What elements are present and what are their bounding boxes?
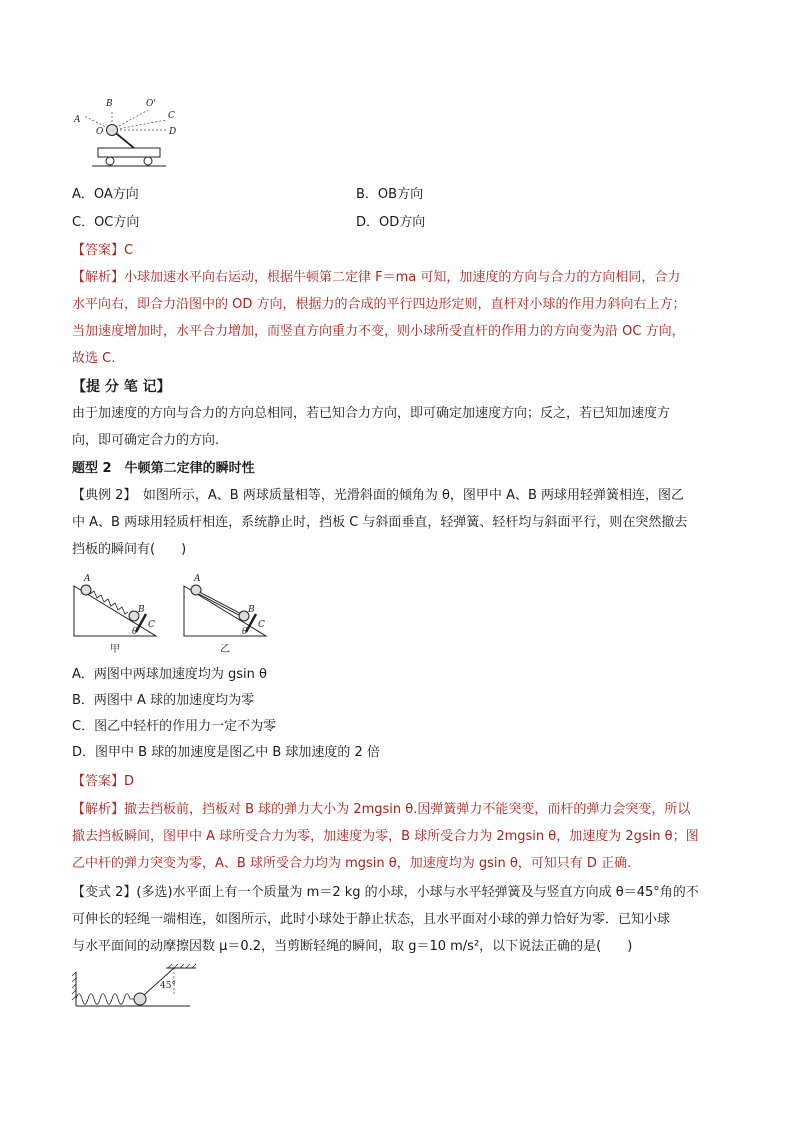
fig2-label-theta1: θ (132, 627, 138, 637)
figure-ball-on-cart (70, 96, 180, 170)
ex2-option-d: D．图甲中 B 球的加速度是图乙中 B 球加速度的 2 倍 (72, 745, 380, 760)
fig2-label-a2: A (194, 574, 201, 584)
ex2-analysis-line-2: 撤去挡板瞬间，图甲中 A 球所受合力为零，加速度为零，B 球所受合力为 2mgsin θ，加速度为 2gsin θ；图 (72, 829, 699, 844)
ex2-analysis-line-1: 【解析】撤去挡板前，挡板对 B 球的弹力大小为 2mgsin θ.因弹簧弹力不能突变，而杆的弹力会突变，所以 (72, 802, 691, 817)
fig1-label-c: C (168, 111, 175, 121)
fig2-label-a1: A (84, 574, 91, 584)
ex2-option-a: A．两图中两球加速度均为 gsin θ (72, 667, 267, 682)
fig2-label-b2: B (248, 605, 255, 615)
ex2-line-3: 挡板的瞬间有( ) (72, 542, 187, 557)
q1-option-a: A．OA方向 (72, 187, 139, 202)
ex2-option-b: B．两图中 A 球的加速度均为零 (72, 693, 255, 708)
topic2-title: 题型 2 牛顿第二定律的瞬时性 (72, 461, 255, 476)
ex2-line-2: 中 A、B 两球用轻质杆相连，系统静止时，挡板 C 与斜面垂直，轻弹簧、轻杆均与斜面平行，则在突然撤去 (72, 515, 688, 530)
ex2-option-c: C．图乙中轻杆的作用力一定不为零 (72, 719, 277, 734)
ex2-answer: 【答案】D (72, 774, 135, 789)
fig2-label-c1: C (148, 620, 155, 630)
note-line-2: 向，即可确定合力的方向. (72, 433, 220, 448)
ex2-line-1: 【典例 2】 如图所示，A、B 两球质量相等，光滑斜面的倾角为 θ，图甲中 A、B 两球用轻弹簧相连，图乙 (72, 488, 685, 503)
note-title: 【提 分 笔 记】 (72, 379, 171, 395)
var2-line-3: 与水平面间的动摩擦因数 μ＝0.2，当剪断轻绳的瞬间，取 g＝10 m/s²，以下说法正确的是( ) (72, 939, 633, 954)
q1-option-d: D．OD方向 (356, 215, 426, 230)
q1-analysis-line-1: 【解析】小球加速水平向右运动，根据牛顿第二定律 F＝ma 可知，加速度的方向与合力的方向相同，合力 (72, 270, 681, 285)
q1-analysis-line-3: 当加速度增加时，水平合力增加，而竖直方向重力不变，则小球所受直杆的作用力的方向变为沿 OC 方向， (72, 324, 685, 339)
figure-spring-ball (70, 962, 200, 1012)
fig1-label-o-prime: O' (146, 99, 156, 109)
fig2-label-b1: B (138, 605, 145, 615)
fig2-label-theta2: θ (242, 627, 248, 637)
fig2-label-c2: C (258, 620, 265, 630)
fig3-angle-label: 45° (160, 981, 176, 991)
figure-inclines (70, 572, 270, 656)
fig1-label-d: D (169, 127, 177, 137)
ex2-analysis-line-3: 乙中杆的弹力突变为零，A、B 球所受合力均为 mgsin θ，加速度均为 gsin θ，可知只有 D 正确. (72, 856, 632, 871)
fig1-label-b: B (106, 99, 113, 109)
fig1-label-o: O (96, 127, 104, 137)
q1-analysis-line-2: 水平向右，即合力沿图中的 OD 方向，根据力的合成的平行四边形定则，直杆对小球的作用力斜向右上方； (72, 297, 686, 312)
fig2-caption-yi: 乙 (220, 644, 230, 655)
fig2-caption-jia: 甲 (110, 644, 120, 655)
fig1-label-a: A (74, 115, 81, 125)
var2-line-1: 【变式 2】(多选)水平面上有一个质量为 m＝2 kg 的小球，小球与水平轻弹簧及与竖直方向成 θ＝45°角的不 (72, 885, 699, 900)
var2-line-2: 可伸长的轻绳一端相连，如图所示，此时小球处于静止状态，且水平面对小球的弹力恰好为零．已知小球 (72, 912, 671, 927)
q1-analysis-line-4: 故选 C. (72, 351, 116, 366)
q1-option-b: B．OB方向 (356, 187, 424, 202)
q1-answer: 【答案】C (72, 243, 134, 258)
q1-option-c: C．OC方向 (72, 215, 140, 230)
note-line-1: 由于加速度的方向与合力的方向总相同，若已知合力方向，即可确定加速度方向；反之，若已知加速度方 (72, 406, 671, 421)
